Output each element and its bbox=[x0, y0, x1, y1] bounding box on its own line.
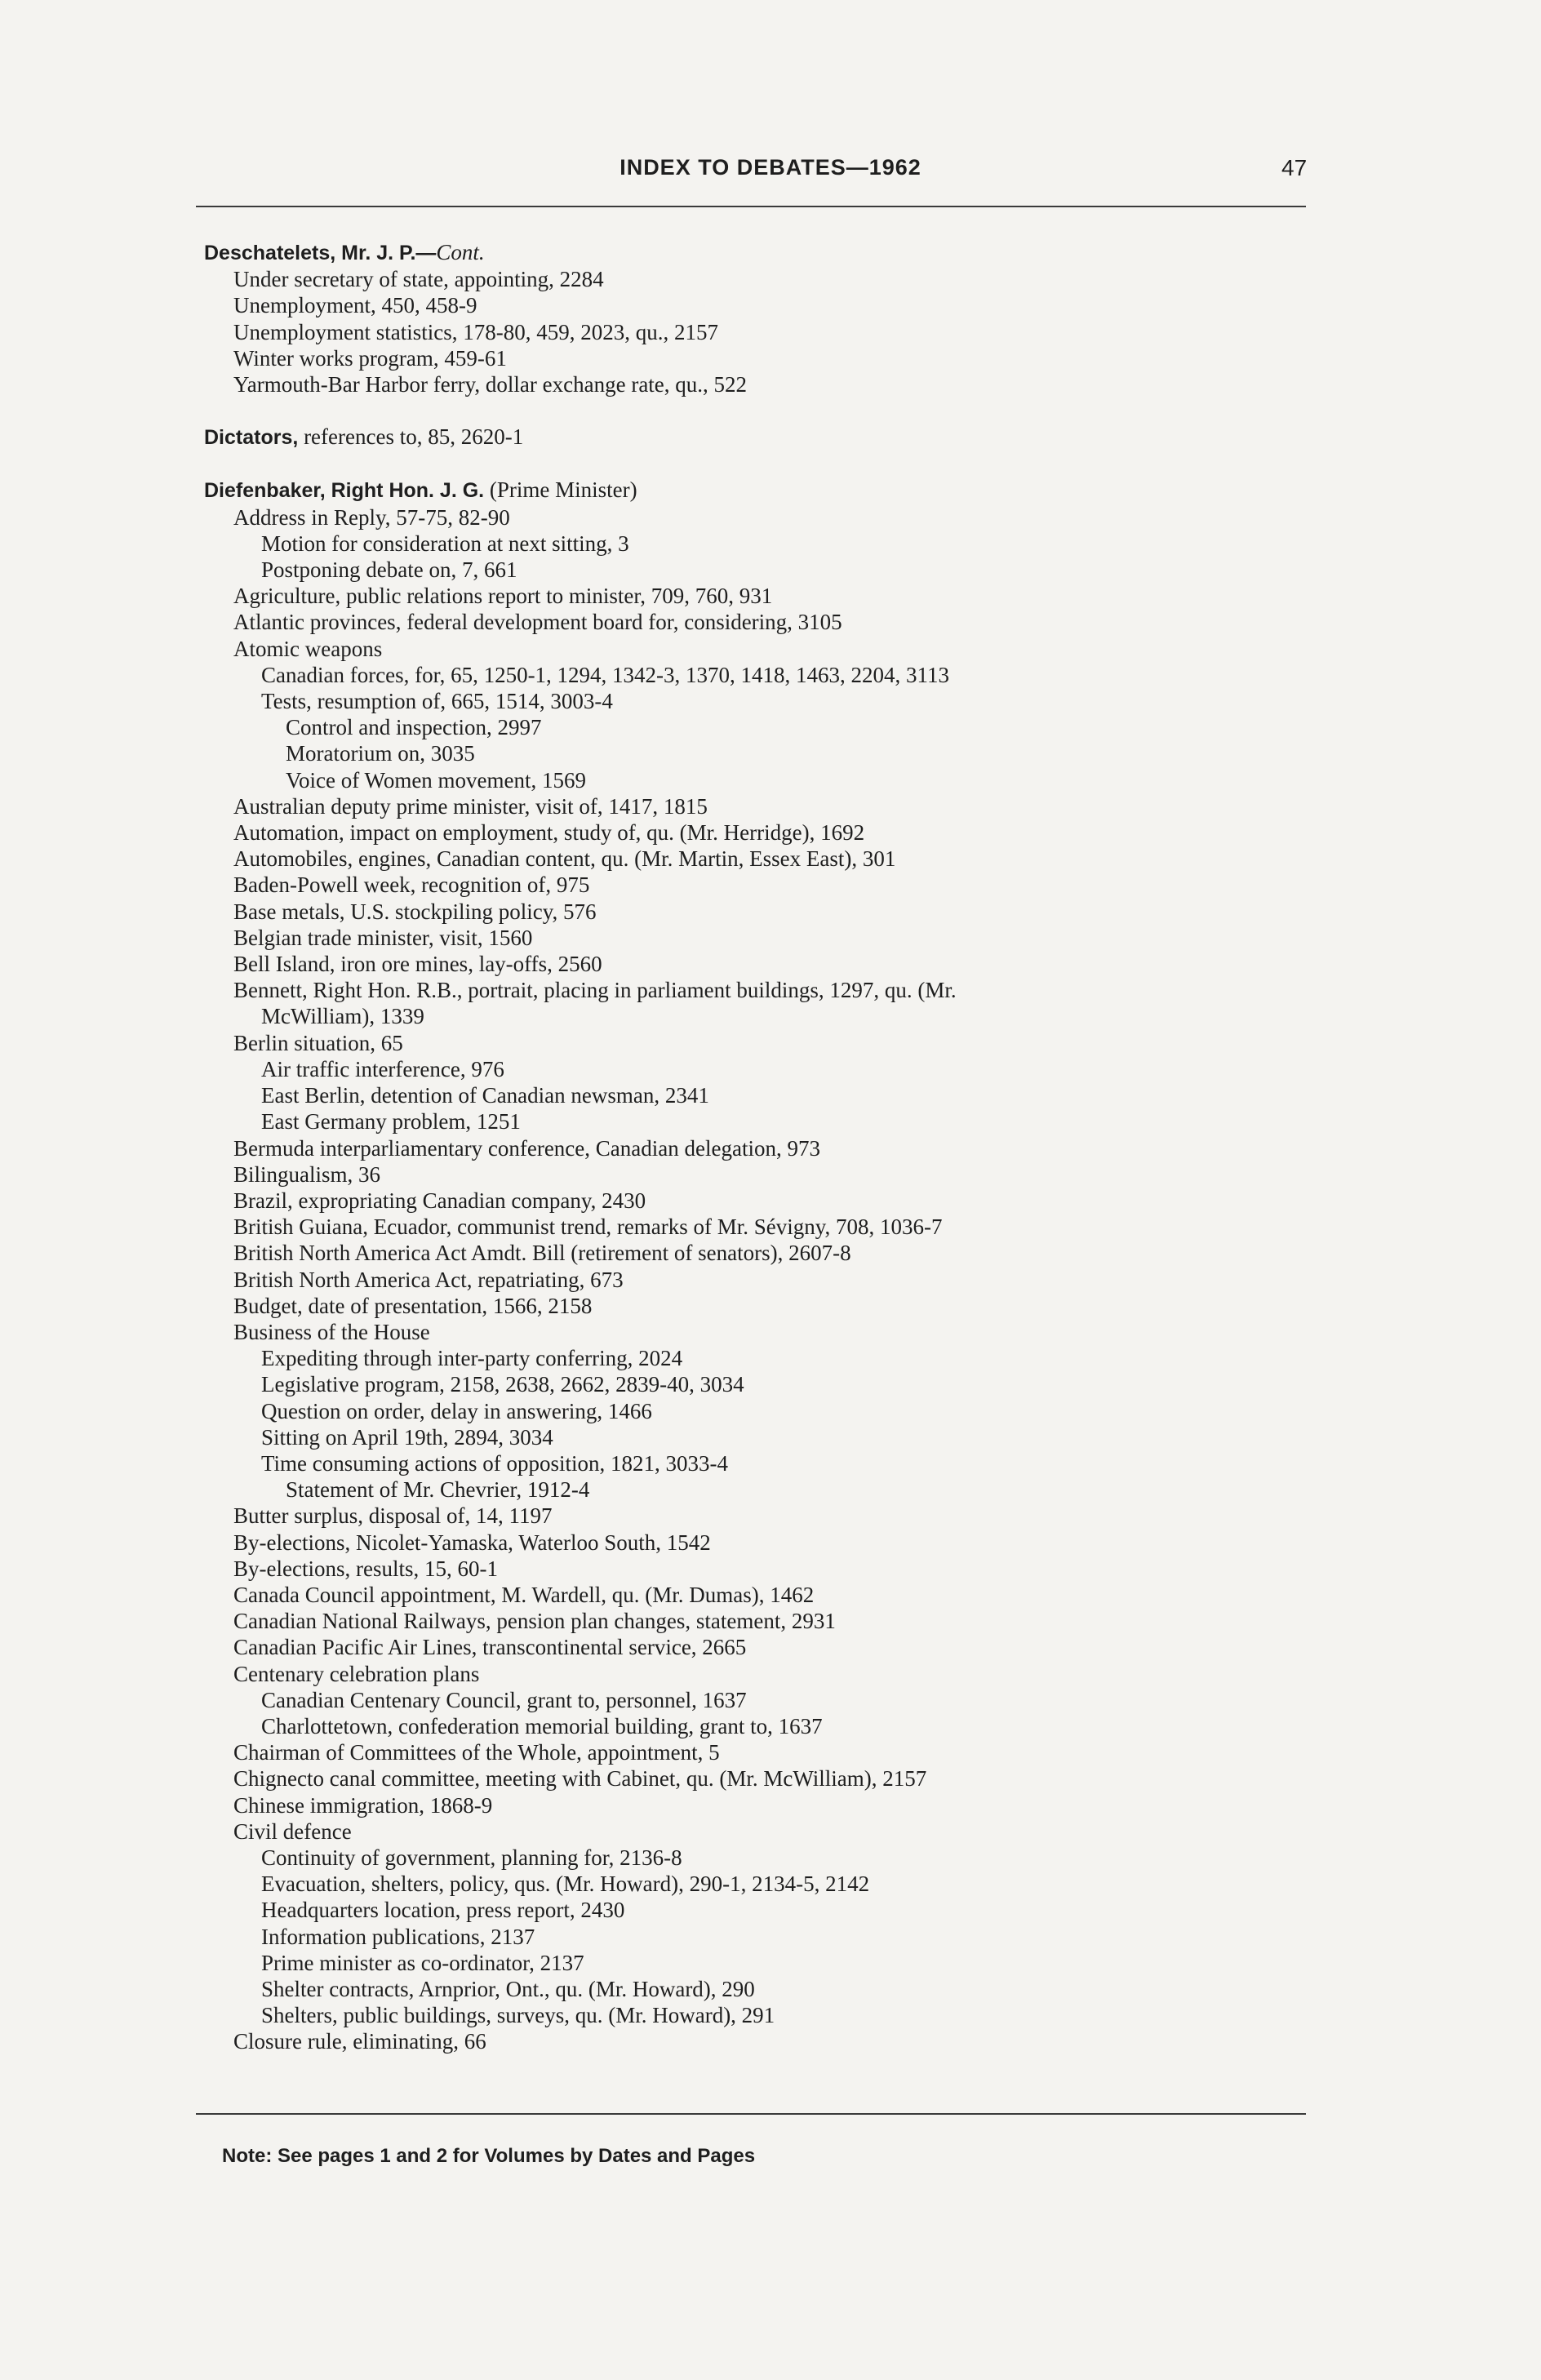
index-subsubentry: Time consuming actions of opposition, 1821, 3033-4 bbox=[261, 1450, 728, 1476]
index-heading-diefenbaker: Diefenbaker, Right Hon. J. G. (Prime Minister) bbox=[204, 477, 637, 503]
index-subentry-continuation: McWilliam), 1339 bbox=[261, 1004, 424, 1029]
index-subsubentry: East Berlin, detention of Canadian newsman, 2341 bbox=[261, 1083, 709, 1108]
index-subsubentry: Sitting on April 19th, 2894, 3034 bbox=[261, 1424, 553, 1450]
index-subsubentry: Shelter contracts, Arnprior, Ont., qu. (Mr. Howard), 290 bbox=[261, 1977, 755, 2001]
index-subsubentry: Headquarters location, press report, 2430 bbox=[261, 1898, 625, 1923]
index-subentry: Base metals, U.S. stockpiling policy, 576 bbox=[233, 899, 597, 924]
index-subentry: Canadian Pacific Air Lines, transcontinental service, 2665 bbox=[233, 1635, 747, 1660]
index-subsubentry: Evacuation, shelters, policy, qus. (Mr. Howard), 290-1, 2134-5, 2142 bbox=[261, 1872, 870, 1897]
index-heading-deschatelets: Deschatelets, Mr. J. P.—Cont. bbox=[204, 240, 485, 264]
index-subentry: Bell Island, iron ore mines, lay-offs, 2560 bbox=[233, 952, 602, 977]
index-subsubsubentry: Control and inspection, 2997 bbox=[286, 715, 542, 740]
index-subentry: Automation, impact on employment, study of, qu. (Mr. Herridge), 1692 bbox=[233, 820, 865, 846]
index-subentry: Address in Reply, 57-75, 82-90 bbox=[233, 504, 510, 530]
index-subentry: Under secretary of state, appointing, 2284 bbox=[233, 267, 604, 292]
index-subentry: Chignecto canal committee, meeting with Cabinet, qu. (Mr. McWilliam), 2157 bbox=[233, 1766, 927, 1792]
index-subsubentry: Air traffic interference, 976 bbox=[261, 1056, 504, 1081]
index-subsubentry: Question on order, delay in answering, 1466 bbox=[261, 1398, 652, 1423]
index-subsubentry: Legislative program, 2158, 2638, 2662, 2839-40, 3034 bbox=[261, 1372, 744, 1397]
index-subsubentry: East Germany problem, 1251 bbox=[261, 1109, 521, 1134]
index-subentry: By-elections, Nicolet-Yamaska, Waterloo South, 1542 bbox=[233, 1530, 711, 1555]
index-subentry: Canadian National Railways, pension plan changes, statement, 2931 bbox=[233, 1609, 836, 1634]
index-subentry: Unemployment statistics, 178-80, 459, 2023, qu., 2157 bbox=[233, 319, 718, 344]
index-subsubentry: Canadian forces, for, 65, 1250-1, 1294, 1342-3, 1370, 1418, 1463, 2204, 3113 bbox=[261, 662, 950, 687]
index-subentry: Bennett, Right Hon. R.B., portrait, placing in parliament buildings, 1297, qu. (Mr. bbox=[233, 978, 957, 1003]
index-subentry: Winter works program, 459-61 bbox=[233, 345, 507, 371]
index-subentry: Civil defence bbox=[233, 1818, 352, 1844]
index-heading-dictators: Dictators, references to, 85, 2620-1 bbox=[204, 424, 524, 450]
index-subentry: Closure rule, eliminating, 66 bbox=[233, 2029, 486, 2054]
index-subentry: Atomic weapons bbox=[233, 636, 383, 661]
index-subentry: British North America Act Amdt. Bill (retirement of senators), 2607-8 bbox=[233, 1241, 851, 1266]
index-subentry: Chairman of Committees of the Whole, appointment, 5 bbox=[233, 1740, 720, 1765]
index-subentry: By-elections, results, 15, 60-1 bbox=[233, 1556, 498, 1581]
index-subsubsubentry: Voice of Women movement, 1569 bbox=[286, 767, 587, 793]
index-subsubsubentry: Moratorium on, 3035 bbox=[286, 741, 475, 766]
index-subentry: Business of the House bbox=[233, 1319, 430, 1344]
index-subentry: Australian deputy prime minister, visit of, 1417, 1815 bbox=[233, 793, 708, 819]
index-subsubentry: Expediting through inter-party conferring, 2024 bbox=[261, 1346, 683, 1371]
index-subentry: Bermuda interparliamentary conference, Canadian delegation, 973 bbox=[233, 1135, 820, 1161]
index-subentry: Canada Council appointment, M. Wardell, qu. (Mr. Dumas), 1462 bbox=[233, 1582, 815, 1607]
index-subentry: Atlantic provinces, federal development board for, considering, 3105 bbox=[233, 610, 842, 635]
index-subentry: Berlin situation, 65 bbox=[233, 1030, 403, 1055]
index-subentry: British Guiana, Ecuador, communist trend, remarks of Mr. Sévigny, 708, 1036-7 bbox=[233, 1214, 943, 1240]
index-subsubentry: Shelters, public buildings, surveys, qu. (Mr. Howard), 291 bbox=[261, 2003, 775, 2028]
index-subentry: Unemployment, 450, 458-9 bbox=[233, 293, 477, 318]
index-subsubentry: Postponing debate on, 7, 661 bbox=[261, 557, 517, 583]
index-subentry: Centenary celebration plans bbox=[233, 1661, 480, 1686]
index-subentry: Baden-Powell week, recognition of, 975 bbox=[233, 873, 590, 898]
index-subentry: Brazil, expropriating Canadian company, 2430 bbox=[233, 1188, 646, 1213]
page-number: 47 bbox=[1281, 155, 1308, 180]
footer-note: Note: See pages 1 and 2 for Volumes by Dates and Pages bbox=[222, 2145, 756, 2167]
index-subsubentry: Canadian Centenary Council, grant to, personnel, 1637 bbox=[261, 1687, 747, 1712]
index-subsubsubentry: Statement of Mr. Chevrier, 1912-4 bbox=[286, 1477, 590, 1503]
index-subentry: Agriculture, public relations report to minister, 709, 760, 931 bbox=[233, 584, 773, 609]
index-subentry: Budget, date of presentation, 1566, 2158 bbox=[233, 1293, 593, 1318]
index-subentry: Bilingualism, 36 bbox=[233, 1161, 381, 1187]
index-subentry: British North America Act, repatriating, 673 bbox=[233, 1267, 624, 1292]
header-rule bbox=[196, 206, 1306, 207]
index-column bbox=[204, 239, 1298, 2055]
index-subentry: Yarmouth-Bar Harbor ferry, dollar exchange rate, qu., 522 bbox=[233, 372, 748, 397]
index-subsubentry: Prime minister as co-ordinator, 2137 bbox=[261, 1950, 584, 1975]
index-subentry: Automobiles, engines, Canadian content, qu. (Mr. Martin, Essex East), 301 bbox=[233, 846, 896, 872]
index-subentry: Belgian trade minister, visit, 1560 bbox=[233, 925, 533, 950]
index-subsubentry: Motion for consideration at next sitting, 3 bbox=[261, 531, 629, 556]
index-subentry: Butter surplus, disposal of, 14, 1197 bbox=[233, 1503, 553, 1529]
index-subsubentry: Tests, resumption of, 665, 1514, 3003-4 bbox=[261, 689, 613, 714]
index-subsubentry: Information publications, 2137 bbox=[261, 1924, 535, 1949]
index-subentry: Chinese immigration, 1868-9 bbox=[233, 1792, 493, 1818]
footer-rule bbox=[196, 2113, 1306, 2115]
page-header-title: INDEX TO DEBATES—1962 bbox=[620, 155, 921, 180]
index-subsubentry: Charlottetown, confederation memorial building, grant to, 1637 bbox=[261, 1713, 823, 1738]
index-subsubentry: Continuity of government, planning for, 2136-8 bbox=[261, 1845, 682, 1870]
